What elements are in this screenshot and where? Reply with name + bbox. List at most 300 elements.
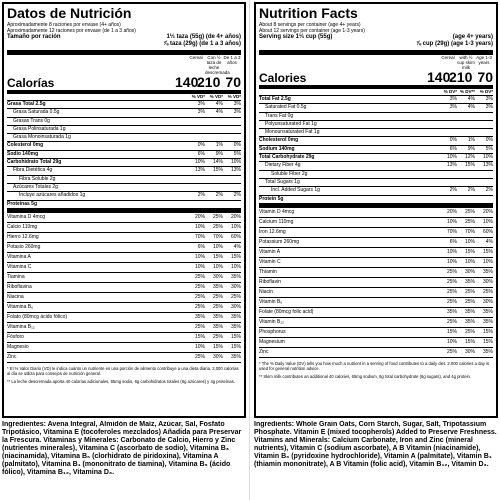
nutrient-name: Saturated Fat 0.5g xyxy=(265,104,307,111)
daily-value-cell: 15% xyxy=(482,248,493,255)
nutrient-name: Grasa Monoinsaturada 1g xyxy=(13,134,71,141)
nutrient-name: Fibra Soluble 2g xyxy=(19,175,56,182)
daily-value-cell xyxy=(223,118,241,125)
daily-value-cell: 15% xyxy=(194,333,205,340)
vitamin-row xyxy=(259,308,493,318)
spanish-footnote-1: * El % Valor Diario (VD) le indica cuánto un nutriente en una porción de alimento contribuye a una dieta diaria. 2,000 calorías al día se utiliza para consejos de nutrición general. xyxy=(7,365,239,377)
daily-value-cell: 25% xyxy=(446,318,457,325)
daily-value-cell: 20% xyxy=(446,208,457,215)
english-vitamins xyxy=(259,208,493,358)
nutrient-row xyxy=(259,104,493,112)
daily-value-cell xyxy=(475,179,493,186)
dv-label: % VD* xyxy=(191,94,205,99)
daily-value-cell xyxy=(187,176,205,183)
daily-value-cell: 3% xyxy=(233,101,241,107)
daily-value-cell xyxy=(475,113,493,120)
spanish-label-panel xyxy=(2,2,246,498)
daily-value-cell xyxy=(439,121,457,128)
daily-value-cell: 15% xyxy=(482,338,493,345)
daily-value-cell: 10% xyxy=(230,159,241,166)
daily-value-cell: 15% xyxy=(230,333,241,340)
nutrient-name: Fibra Dietética 4g xyxy=(13,167,53,174)
daily-value-cell xyxy=(187,118,205,125)
daily-value-cell: 35% xyxy=(464,318,475,325)
daily-value-cell: 35% xyxy=(464,308,475,315)
daily-value-cell xyxy=(457,171,475,178)
daily-value-cell: 10% xyxy=(446,258,457,265)
daily-value-cell xyxy=(439,113,457,120)
daily-value-cell: 35% xyxy=(482,318,493,325)
daily-value-cell: 13% xyxy=(446,162,457,169)
nutrient-row xyxy=(7,176,241,184)
daily-value-cell xyxy=(439,129,457,136)
vitamin-name: Vitamina C xyxy=(7,263,32,270)
spanish-size-child: ⅞ taza (29g) (de 1 a 3 años) xyxy=(163,41,241,47)
vitamin-name: Tiamina xyxy=(7,273,25,280)
daily-value-cell: 60% xyxy=(230,233,241,240)
daily-value-cell: 2% xyxy=(467,187,475,194)
daily-value-cell: 35% xyxy=(230,323,241,330)
daily-value-cell: 25% xyxy=(464,298,475,305)
daily-value-cell xyxy=(187,201,205,208)
vitamin-name: Vitamin B₆ xyxy=(259,298,283,305)
daily-value-cell: 0% xyxy=(197,142,205,149)
spanish-nutrients xyxy=(7,101,241,209)
vitamin-row xyxy=(259,258,493,268)
daily-value-cell: 25% xyxy=(464,218,475,225)
daily-value-cell: 1% xyxy=(215,142,223,149)
vitamin-row xyxy=(259,208,493,218)
vitamin-row xyxy=(7,333,241,343)
daily-value-cell xyxy=(457,196,475,203)
daily-value-cell: 25% xyxy=(212,333,223,340)
daily-value-cell: 3% xyxy=(449,96,457,102)
daily-value-cell: 25% xyxy=(194,293,205,300)
daily-value-cell: 25% xyxy=(464,288,475,295)
nutrient-name: Grasa Total 2.5g xyxy=(7,101,46,107)
vitamin-row xyxy=(259,348,493,358)
vitamin-row xyxy=(259,248,493,258)
daily-value-cell xyxy=(205,201,223,208)
daily-value-cell xyxy=(223,184,241,191)
nutrient-name: Sodio 140mg xyxy=(7,150,39,157)
nutrient-name: Dietary Fiber 4g xyxy=(265,162,301,169)
daily-value-cell: 0% xyxy=(233,142,241,149)
nutrient-name: Colesterol 0mg xyxy=(7,142,44,149)
vitamin-row xyxy=(7,213,241,223)
daily-value-cell: 35% xyxy=(212,323,223,330)
daily-value-cell: 10% xyxy=(482,258,493,265)
nutrient-row xyxy=(259,187,493,195)
nutrient-row xyxy=(259,196,493,204)
vitamin-name: Vitamin B₁₂ xyxy=(259,318,284,325)
daily-value-cell: 5% xyxy=(233,150,241,157)
vitamin-name: Riboflavin xyxy=(259,278,281,285)
english-label-panel xyxy=(254,2,498,498)
daily-value-cell: 10% xyxy=(194,263,205,270)
daily-value-cell: 5% xyxy=(485,145,493,152)
nutrient-name: Total Sugars 1g xyxy=(265,178,300,185)
daily-value-cell: 4% xyxy=(215,109,223,116)
daily-value-cell: 2% xyxy=(197,192,205,199)
daily-value-cell: 9% xyxy=(467,145,475,152)
nutrient-name: Soluble Fiber 2g xyxy=(271,170,308,177)
vitamin-row xyxy=(7,303,241,313)
english-size-label: Serving size 1⅓ cup (55g) xyxy=(259,34,333,40)
daily-value-cell xyxy=(205,134,223,141)
nutrient-name: Monounsaturated Fat 1g xyxy=(265,129,320,136)
nutrient-row xyxy=(7,192,241,200)
daily-value-cell: 6% xyxy=(197,150,205,157)
daily-value-cell: 2% xyxy=(485,187,493,194)
nutrient-name: Protein 5g xyxy=(259,195,284,202)
vitamin-row xyxy=(7,293,241,303)
nutrient-name: Sodium 140mg xyxy=(259,145,295,152)
daily-value-cell: 15% xyxy=(464,248,475,255)
daily-value-cell xyxy=(205,176,223,183)
panel-divider xyxy=(249,0,250,500)
nutrient-name: Total Carbohydrate 29g xyxy=(259,154,315,161)
english-nutrients xyxy=(259,96,493,204)
vitamin-name: Niacina xyxy=(7,293,24,300)
daily-value-cell: 30% xyxy=(464,348,475,355)
nutrient-name: Total Fat 2.5g xyxy=(259,96,291,102)
col-header: Cereal xyxy=(189,55,203,60)
daily-value-cell: 6% xyxy=(449,145,457,152)
vitamin-name: Magnesium xyxy=(259,338,285,345)
daily-value-cell xyxy=(475,171,493,178)
vitamin-row xyxy=(7,353,241,363)
daily-value-cell xyxy=(187,126,205,133)
vitamin-name: Vitamina B₆ xyxy=(7,303,34,310)
daily-value-cell: 30% xyxy=(212,353,223,360)
daily-value-cell: 25% xyxy=(446,278,457,285)
dv-label: % VD* xyxy=(227,94,241,99)
nutrient-name: Grasa Saturada 0.5g xyxy=(13,109,60,116)
vitamin-row xyxy=(259,288,493,298)
daily-value-cell xyxy=(223,126,241,133)
vitamin-name: Thiamin xyxy=(259,268,277,275)
vitamin-row xyxy=(259,238,493,248)
vitamin-name: Niacin xyxy=(259,288,273,295)
daily-value-cell: 15% xyxy=(212,343,223,350)
daily-value-cell: 3% xyxy=(233,109,241,116)
vitamin-row xyxy=(7,343,241,353)
daily-value-cell: 3% xyxy=(485,104,493,111)
daily-value-cell: 25% xyxy=(446,298,457,305)
daily-value-cell: 15% xyxy=(482,328,493,335)
daily-value-cell xyxy=(187,134,205,141)
daily-value-cell: 35% xyxy=(230,313,241,320)
daily-value-cell xyxy=(223,134,241,141)
daily-value-cell: 10% xyxy=(446,154,457,161)
vitamin-name: Vitamina A xyxy=(7,253,31,260)
daily-value-cell: 35% xyxy=(230,273,241,280)
daily-value-cell: 35% xyxy=(212,313,223,320)
dv-header xyxy=(259,89,493,96)
daily-value-cell xyxy=(205,118,223,125)
daily-value-cell: 10% xyxy=(194,343,205,350)
nutrient-row xyxy=(259,113,493,121)
nutrient-row xyxy=(7,142,241,150)
daily-value-cell: 30% xyxy=(464,268,475,275)
nutrient-row xyxy=(7,201,241,209)
daily-value-cell: 25% xyxy=(194,353,205,360)
dv-label: % DV* xyxy=(443,89,457,94)
nutrient-row xyxy=(259,129,493,137)
english-footnote-1: * The % Daily Value (DV) tells you how much a nutrient in a serving of food contributes to a daily diet. 2,000 calories a day is used for general nutrition advice. xyxy=(259,360,490,372)
nutrient-name: Cholesterol 0mg xyxy=(259,137,299,144)
daily-value-cell: 2% xyxy=(449,187,457,194)
vitamin-name: Vitamin A xyxy=(259,248,281,255)
vitamin-row xyxy=(7,313,241,323)
daily-value-cell: 4% xyxy=(485,238,493,245)
daily-value-cell: 4% xyxy=(215,101,223,107)
daily-value-cell: 10% xyxy=(194,223,205,230)
calories-value: 140 xyxy=(175,74,199,90)
nutrient-name: Trans Fat 0g xyxy=(265,112,294,119)
dv-label: % DV** xyxy=(459,89,475,94)
daily-value-cell: 30% xyxy=(230,283,241,290)
nutrient-name: Azúcares Totales 2g xyxy=(13,183,58,190)
col-header: Cereal xyxy=(441,55,455,60)
vitamin-name: Hierro 12.6mg xyxy=(7,233,39,240)
nutrient-name: Incluye azúcares añadidos 1g xyxy=(19,192,86,199)
english-title: Nutrition Facts xyxy=(259,5,358,21)
english-footnote-2: ** Skim milk contributes an additional 40 calories, 65mg sodium, 6g total carbohydrate (6g sugars), and 4g protein. xyxy=(259,374,472,380)
daily-value-cell: 12% xyxy=(464,154,475,161)
daily-value-cell xyxy=(439,196,457,203)
vitamin-row xyxy=(7,223,241,233)
vitamin-name: Fósforo xyxy=(7,333,24,340)
english-calories-row xyxy=(259,70,493,89)
daily-value-cell: 70% xyxy=(446,228,457,235)
daily-value-cell: 13% xyxy=(230,167,241,174)
nutrient-row xyxy=(259,146,493,154)
daily-value-cell: 10% xyxy=(446,218,457,225)
spanish-calories-row xyxy=(7,75,241,94)
daily-value-cell: 30% xyxy=(482,298,493,305)
spanish-serving-size xyxy=(7,34,241,41)
daily-value-cell: 25% xyxy=(482,288,493,295)
daily-value-cell xyxy=(439,179,457,186)
daily-value-cell: 25% xyxy=(212,213,223,220)
vitamin-name: Potassium 260mg xyxy=(259,238,300,245)
nutrient-row xyxy=(259,154,493,162)
daily-value-cell: 30% xyxy=(212,273,223,280)
vitamin-name: Phosphorus xyxy=(259,328,286,335)
vitamin-row xyxy=(7,253,241,263)
col-header: with ½ cup skim milk xyxy=(457,55,475,70)
daily-value-cell: 3% xyxy=(485,96,493,102)
daily-value-cell xyxy=(457,179,475,186)
vitamin-row xyxy=(259,328,493,338)
spanish-vitamins xyxy=(7,213,241,363)
vitamin-row xyxy=(259,298,493,308)
col-header: Con ½ taza de leche descremada xyxy=(205,55,230,75)
spanish-facts-box xyxy=(2,2,246,418)
daily-value-cell xyxy=(439,171,457,178)
nutrient-row xyxy=(7,101,241,109)
daily-value-cell: 20% xyxy=(194,213,205,220)
nutrient-name: Carbohidrato Total 29g xyxy=(7,159,62,166)
daily-value-cell: 3% xyxy=(449,104,457,111)
vitamin-row xyxy=(7,273,241,283)
daily-value-cell: 3% xyxy=(197,109,205,116)
vitamin-name: Zinc xyxy=(259,348,269,355)
daily-value-cell xyxy=(223,176,241,183)
vitamin-name: Calcio 110mg xyxy=(7,223,38,230)
nutrient-row xyxy=(259,121,493,129)
daily-value-cell: 0% xyxy=(485,137,493,144)
daily-value-cell: 25% xyxy=(464,208,475,215)
daily-value-cell: 15% xyxy=(212,253,223,260)
nutrient-row xyxy=(259,162,493,170)
nutrient-name: Polyunsaturated Fat 1g xyxy=(265,120,317,127)
vitamin-row xyxy=(259,228,493,238)
vitamin-name: Calcium 110mg xyxy=(259,218,294,225)
vitamin-name: Folate (80mcg folic acid) xyxy=(259,308,314,315)
vitamin-name: Vitamin D 4mcg xyxy=(259,208,295,215)
daily-value-cell: 15% xyxy=(446,328,457,335)
daily-value-cell: 25% xyxy=(230,293,241,300)
daily-value-cell: 3% xyxy=(197,101,205,107)
nutrient-row xyxy=(7,184,241,192)
daily-value-cell: 25% xyxy=(212,303,223,310)
vitamin-name: Riboflavina xyxy=(7,283,32,290)
english-size-child: ⅞ cup (29g) (age 1-3 years) xyxy=(415,41,493,47)
daily-value-cell xyxy=(205,126,223,133)
daily-value-cell xyxy=(205,184,223,191)
nutrient-name: Incl. Added Sugars 1g xyxy=(271,187,320,194)
daily-value-cell: 4% xyxy=(467,96,475,102)
english-column-headers xyxy=(259,55,493,70)
vitamin-row xyxy=(259,338,493,348)
daily-value-cell: 35% xyxy=(212,283,223,290)
daily-value-cell: 35% xyxy=(464,278,475,285)
daily-value-cell: 13% xyxy=(482,162,493,169)
daily-value-cell xyxy=(187,184,205,191)
daily-value-cell: 10% xyxy=(464,258,475,265)
spanish-ingredients: Ingredientes: Avena Integral, Almidón de Maíz, Azúcar, Sal, Fosfato Tripotásico, Vitamina E (tocoferoles mezclados) Añadida para Preservar la Frescura. Vitaminas y Minerales: Carbonato de Calcio, Hierro y Zinc (nutrientes minerales), Vitamina C (ascorbato de sodio), Vitamina B₃ (niacinamida), Vitamina B₆ (clorhidrato de piridoxina), Vitamina A (palmitato), Vitamina B₁ (mononitrato de tiamina), Vitamina B₉ (ácido fólico), Vitamina B₁₂, Vitamina D₃. xyxy=(2,421,242,476)
daily-value-cell: 4% xyxy=(467,104,475,111)
daily-value-cell: 35% xyxy=(482,268,493,275)
daily-value-cell: 25% xyxy=(446,268,457,275)
daily-value-cell: 25% xyxy=(194,323,205,330)
daily-value-cell xyxy=(475,129,493,136)
calories-value: 210 xyxy=(197,74,221,90)
calories-label: Calorías xyxy=(7,76,55,90)
english-serving-size xyxy=(259,34,493,41)
col-header: De 1 a 3 años xyxy=(223,55,241,65)
daily-value-cell: 35% xyxy=(230,353,241,360)
calories-value: 70 xyxy=(225,74,241,90)
daily-value-cell: 10% xyxy=(446,338,457,345)
daily-value-cell: 13% xyxy=(194,167,205,174)
daily-value-cell: 10% xyxy=(482,154,493,161)
daily-value-cell: 70% xyxy=(464,228,475,235)
daily-value-cell: 60% xyxy=(482,228,493,235)
daily-value-cell: 15% xyxy=(230,253,241,260)
nutrient-row xyxy=(7,126,241,134)
nutrient-name: Grasa Polinsaturada 1g xyxy=(13,125,66,132)
dv-header xyxy=(7,94,241,101)
daily-value-cell: 10% xyxy=(230,263,241,270)
daily-value-cell xyxy=(475,196,493,203)
vitamin-row xyxy=(7,263,241,273)
daily-value-cell: 25% xyxy=(194,283,205,290)
spanish-servings-1: Aproximadamente 8 raciones por envase (4+ años) xyxy=(7,22,121,28)
daily-value-cell: 25% xyxy=(212,293,223,300)
english-size-adult: (age 4+ years) xyxy=(452,34,493,40)
daily-value-cell: 20% xyxy=(482,208,493,215)
nutrient-row xyxy=(259,96,493,104)
daily-value-cell: 25% xyxy=(464,328,475,335)
daily-value-cell: 6% xyxy=(197,243,205,250)
vitamin-name: Potasio 260mg xyxy=(7,243,41,250)
daily-value-cell: 15% xyxy=(230,343,241,350)
vitamin-row xyxy=(7,243,241,253)
daily-value-cell: 25% xyxy=(212,223,223,230)
daily-value-cell: 10% xyxy=(446,248,457,255)
daily-value-cell xyxy=(475,121,493,128)
calories-value: 140 xyxy=(427,69,451,85)
daily-value-cell: 35% xyxy=(194,313,205,320)
english-servings-2: About 12 servings per container (age 1-3 years) xyxy=(259,28,365,34)
daily-value-cell: 10% xyxy=(464,238,475,245)
daily-value-cell: 35% xyxy=(446,308,457,315)
vitamin-name: Vitamin C xyxy=(259,258,281,265)
calories-label: Calories xyxy=(259,71,307,85)
daily-value-cell: 15% xyxy=(212,167,223,174)
nutrient-row xyxy=(259,179,493,187)
daily-value-cell: 25% xyxy=(446,288,457,295)
daily-value-cell: 10% xyxy=(194,159,205,166)
daily-value-cell: 25% xyxy=(446,348,457,355)
spanish-footnote-2: ** La leche descremada aporta 40 calorías adicionales, 65mg sodio, 6g carbohidratos totales (6g azúcares) y 4g proteínas. xyxy=(7,379,235,385)
daily-value-cell: 4% xyxy=(233,243,241,250)
nutrient-row xyxy=(7,167,241,175)
spanish-size-adult: 1⅓ taza (55g) (de 4+ años) xyxy=(166,34,241,40)
spanish-size-label: Tamaño por ración xyxy=(7,34,61,40)
daily-value-cell: 70% xyxy=(194,233,205,240)
english-facts-box xyxy=(254,2,498,418)
vitamin-name: Iron 12.6mg xyxy=(259,228,286,235)
daily-value-cell: 2% xyxy=(233,192,241,199)
daily-value-cell: 0% xyxy=(449,137,457,144)
daily-value-cell: 10% xyxy=(212,243,223,250)
daily-value-cell: 35% xyxy=(482,348,493,355)
daily-value-cell: 10% xyxy=(230,223,241,230)
nutrient-row xyxy=(7,134,241,142)
daily-value-cell: 15% xyxy=(464,162,475,169)
daily-value-cell: 9% xyxy=(215,150,223,157)
daily-value-cell xyxy=(223,201,241,208)
nutrient-name: Grasas Trans 0g xyxy=(13,117,50,124)
daily-value-cell: 70% xyxy=(212,233,223,240)
vitamin-name: Magnesio xyxy=(7,343,29,350)
vitamin-name: Folato (80mcg ácido fólico) xyxy=(7,313,68,320)
daily-value-cell: 14% xyxy=(212,159,223,166)
daily-value-cell: 15% xyxy=(464,338,475,345)
nutrient-row xyxy=(7,109,241,117)
spanish-column-headers xyxy=(7,55,241,75)
daily-value-cell xyxy=(457,113,475,120)
daily-value-cell: 6% xyxy=(449,238,457,245)
daily-value-cell: 2% xyxy=(215,192,223,199)
vitamin-row xyxy=(259,218,493,228)
daily-value-cell: 25% xyxy=(194,273,205,280)
